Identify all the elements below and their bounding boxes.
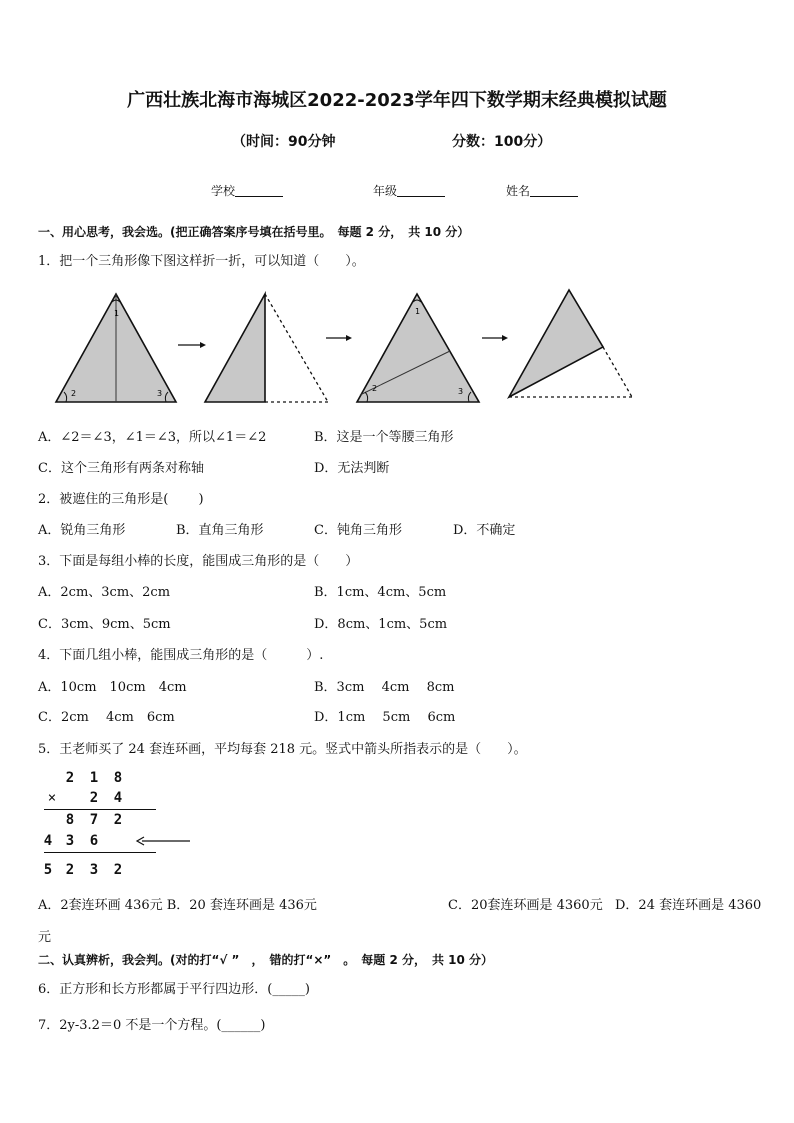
angle-label-2: 2 [372,384,378,393]
calc-digit: 4 [43,833,53,849]
q2-option-b[interactable]: B．直角三角形 [176,523,264,538]
name-field [506,182,578,199]
section2-heading: 二、认真辨析，我会判。(对的打“√ ” ， 错的打“×” 。 每题 2 分， 共 10 分） [38,953,494,967]
calc-digit: 8 [113,770,123,786]
calc-digit: 2 [113,862,123,878]
q5-option-ab[interactable]: A．2套连环画 436元 B．20 套连环画是 436元 [38,898,317,913]
q1-folding-figure [50,288,640,410]
calc-digit: 3 [65,833,75,849]
name-label: 姓名 [506,184,531,198]
calc-digit: 4 [113,790,123,806]
arrow-right-icon [482,335,508,341]
q2-option-c[interactable]: C．钝角三角形 [314,523,402,538]
q4-option-b[interactable]: B．3cm 4cm 8cm [314,680,455,695]
angle-label-1: 1 [114,309,120,318]
calc-digit: 3 [89,862,99,878]
arrow-left-icon [134,835,192,847]
angle-label-3: 3 [157,389,163,398]
triangle-4-folded [509,290,632,397]
section1-heading: 一、用心思考，我会选。(把正确答案序号填在括号里。 每题 2 分， 共 10 分） [38,225,470,239]
q2-option-a[interactable]: A．锐角三角形 [38,523,126,538]
arrow-right-icon [178,342,206,348]
times-sign: × [47,790,57,806]
grade-blank [397,184,445,197]
school-field [211,182,283,199]
q7-statement[interactable]: 7．2y-3.2＝0 不是一个方程。(______) [38,1018,266,1033]
school-blank [235,184,283,197]
q1-option-b[interactable]: B．这是一个等腰三角形 [314,430,454,445]
calc-rule [44,809,156,810]
q4-option-c[interactable]: C．2cm 4cm 6cm [38,710,175,725]
q3-option-a[interactable]: A．2cm、3cm、2cm [38,585,171,600]
calc-digit: 5 [43,862,53,878]
calc-digit: 8 [65,812,75,828]
exam-score: 分数：100分） [452,134,552,150]
exam-title: 广西壮族北海市海城区2022-2023学年四下数学期末经典模拟试题 [127,90,667,111]
q4-stem: 4．下面几组小棒，能围成三角形的是（ ）. [38,648,324,663]
calc-digit: 6 [89,833,99,849]
triangle-3 [357,294,479,402]
calc-digit: 2 [65,862,75,878]
q5-option-c[interactable]: C．20套连环画是 4360元 [448,898,603,913]
grade-label: 年级 [373,184,398,198]
calc-digit: 1 [89,770,99,786]
exam-time: （时间：90分钟 [232,134,336,150]
q6-statement[interactable]: 6．正方形和长方形都属于平行四边形．(_____) [38,982,310,997]
name-blank [530,184,578,197]
q1-option-d[interactable]: D．无法判断 [314,461,390,476]
arrow-right-icon [326,335,352,341]
q5-option-d[interactable]: D．24 套连环画是 4360 [615,898,762,913]
calc-rule [44,852,156,853]
q1-option-c[interactable]: C．这个三角形有两条对称轴 [38,461,204,476]
angle-label-1: 1 [415,307,421,316]
calc-digit: 7 [89,812,99,828]
angle-label-2: 2 [71,389,77,398]
angle-label-3: 3 [458,387,464,396]
q3-option-d[interactable]: D．8cm、1cm、5cm [314,617,448,632]
q2-stem: 2．被遮住的三角形是( ) [38,492,204,507]
q3-option-b[interactable]: B．1cm、4cm、5cm [314,585,447,600]
vertical-multiplication [40,770,200,882]
q3-stem: 3．下面是每组小棒的长度，能围成三角形的是（ ） [38,554,359,569]
calc-digit: 2 [113,812,123,828]
q4-option-d[interactable]: D．1cm 5cm 6cm [314,710,456,725]
triangle-2-half [205,294,328,402]
school-label: 学校 [211,184,236,198]
calc-digit: 2 [65,770,75,786]
triangle-1 [56,294,176,402]
q3-option-c[interactable]: C．3cm、9cm、5cm [38,617,171,632]
q5-option-d-wrap: 元 [38,930,52,945]
q1-option-a[interactable]: A．∠2＝∠3，∠1＝∠3，所以∠1＝∠2 [38,430,267,445]
grade-field [373,182,445,199]
calc-digit: 2 [89,790,99,806]
q5-stem: 5．王老师买了 24 套连环画，平均每套 218 元。竖式中箭头所指表示的是（ ）。 [38,742,527,757]
q1-stem: 1．把一个三角形像下图这样折一折，可以知道（ ）。 [38,254,365,269]
q4-option-a[interactable]: A．10cm 10cm 4cm [38,680,187,695]
q2-option-d[interactable]: D．不确定 [453,523,516,538]
